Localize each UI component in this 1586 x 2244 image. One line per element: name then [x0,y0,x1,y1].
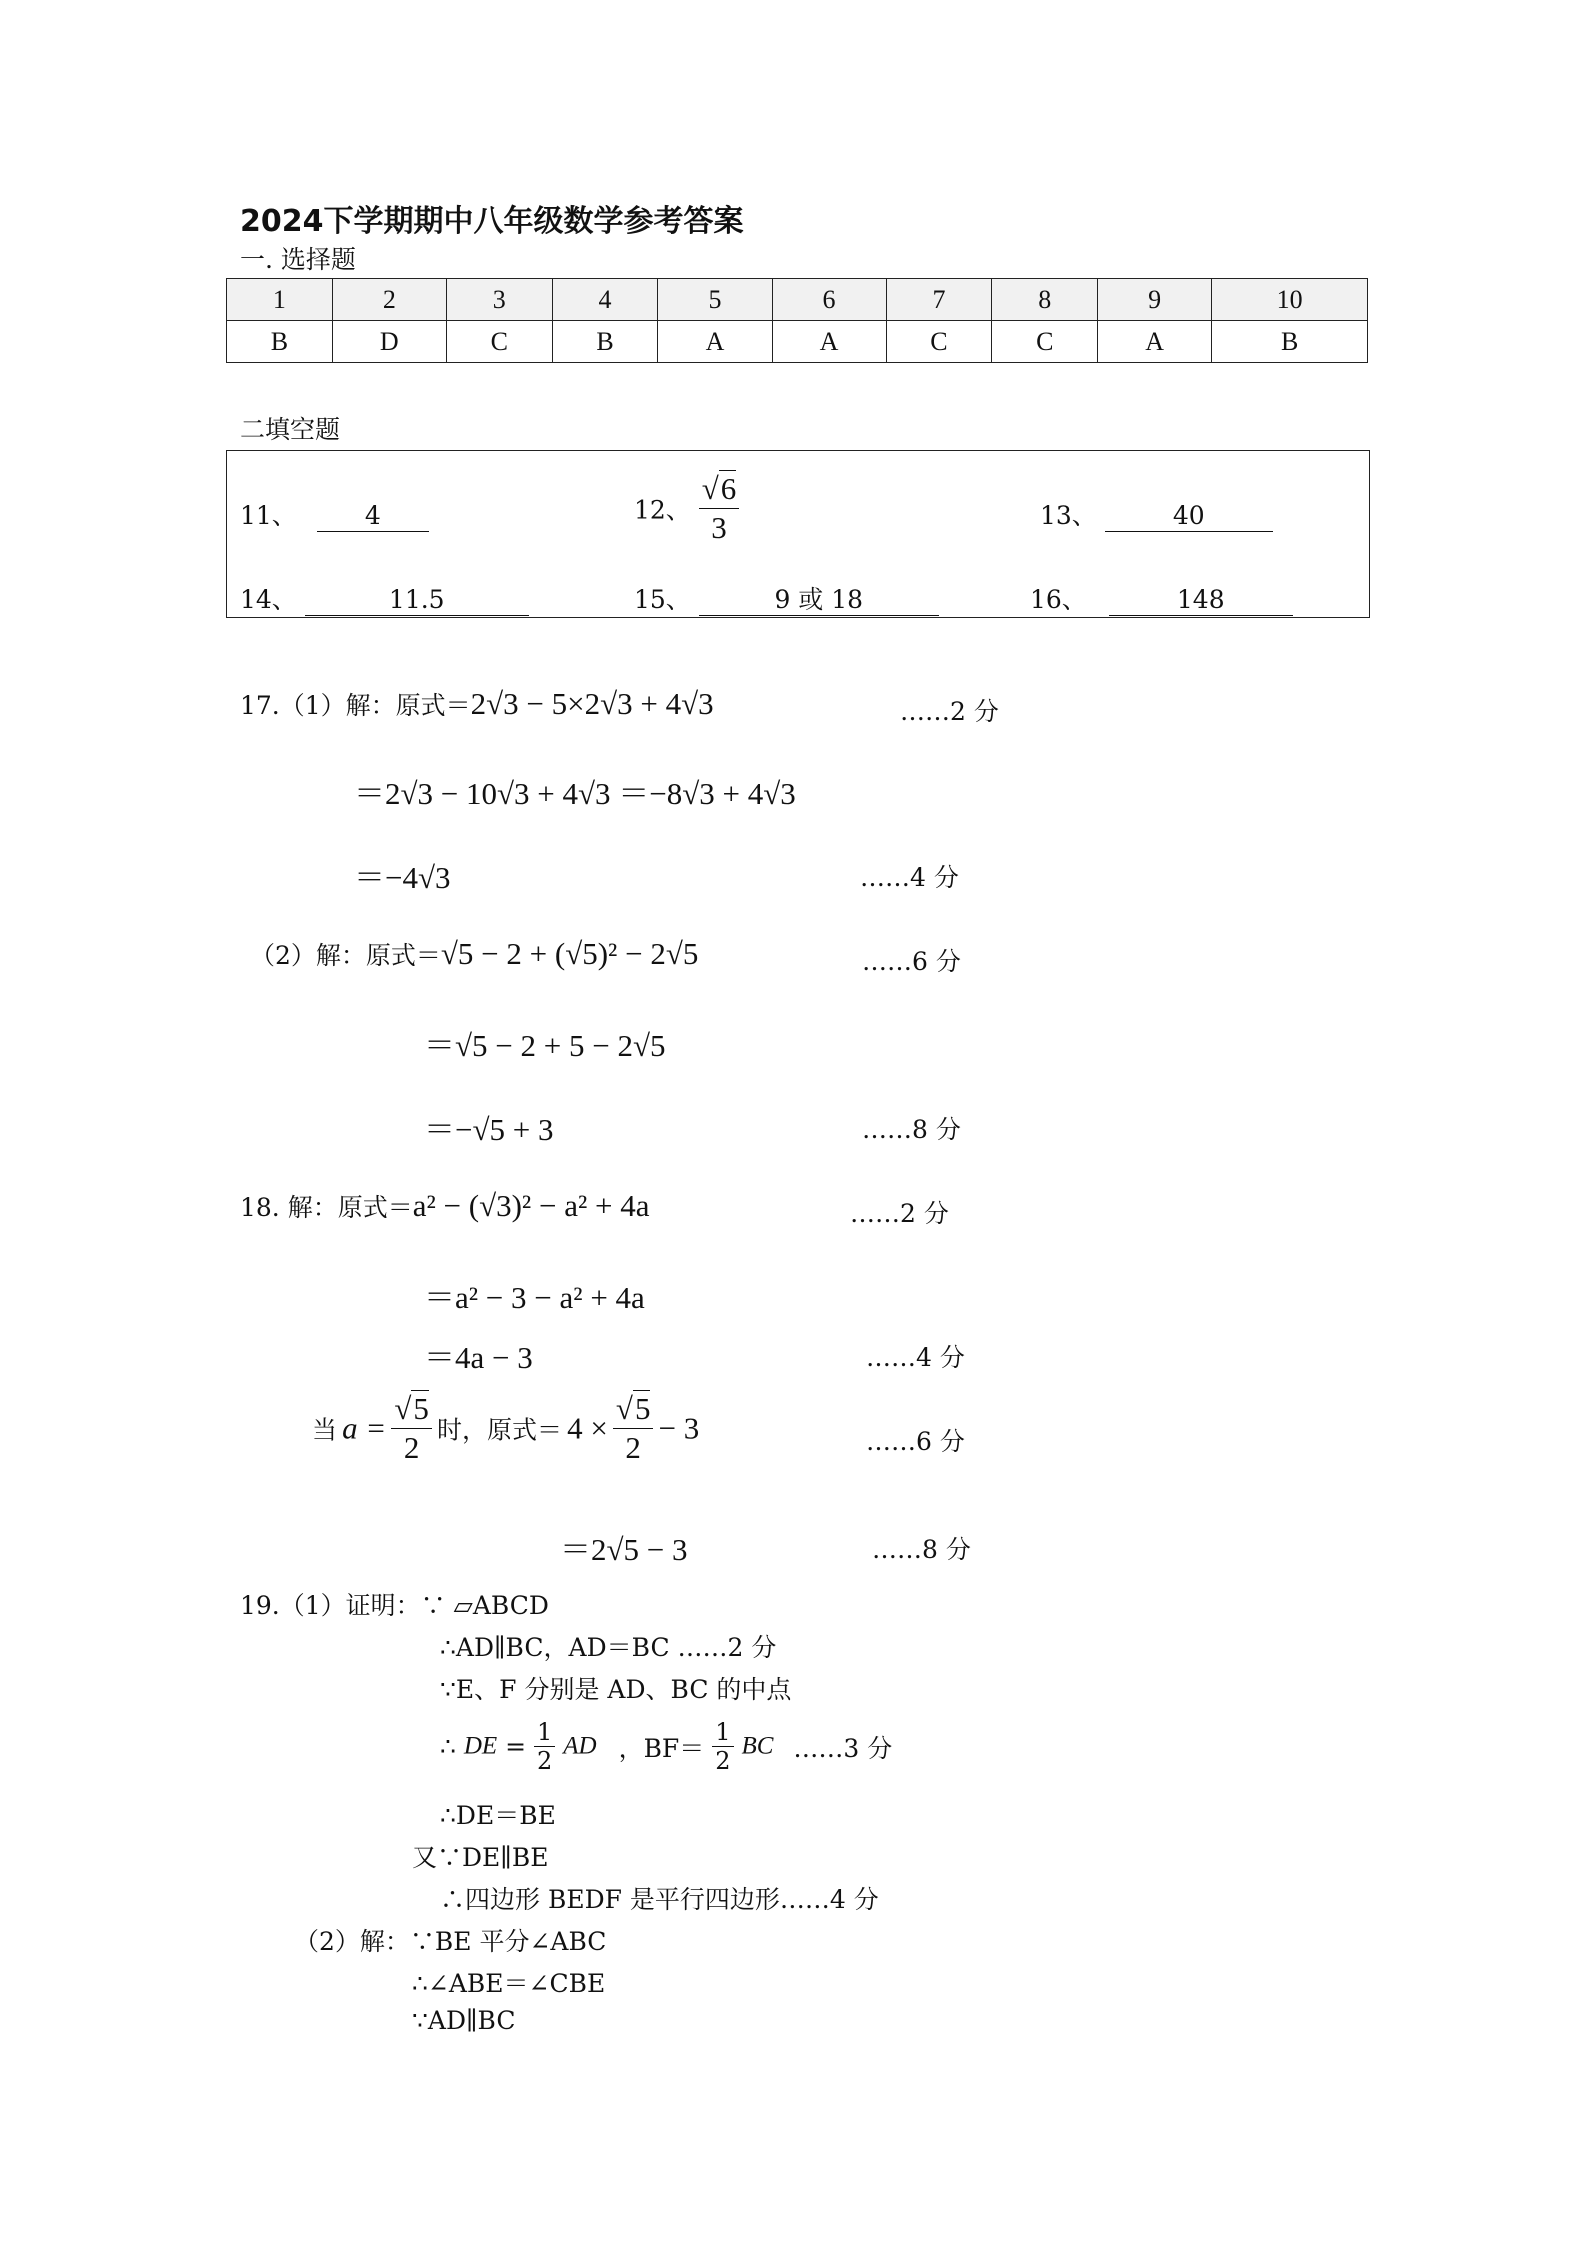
q18-when: 当 [312,1415,338,1445]
mc-answer: C [886,321,992,363]
q17-p2-prefix: （2）解：原式＝ [250,941,441,970]
fill-item-16 [1030,580,1293,616]
segment-bc: BC [741,1732,774,1760]
fraction [391,1390,432,1467]
score-mark: ……2 分 [850,1199,949,1228]
score-mark: ……6 分 [862,947,961,976]
q18-minus3: − 3 [658,1410,700,1446]
answer-blank: 9 或 18 [699,585,939,616]
q18-then: 时，原式＝ [436,1415,562,1445]
fraction-numerator: 1 [712,1718,733,1747]
q17-p1-expr1: 2√3 − 5×2√3 + 4√3 [470,686,714,721]
radicand: 5 [634,1391,651,1426]
q18-a-eq: a = [342,1410,387,1446]
radicand: 6 [720,471,737,506]
answer-blank: 11.5 [305,585,529,616]
fraction-numerator: √5 [613,1390,654,1429]
mc-answer: B [1212,321,1368,363]
fraction-numerator: √6 [699,470,740,509]
mc-number: 5 [658,279,772,321]
q18-expr3: ＝4a − 3 [424,1340,533,1375]
mc-number-row [227,279,1368,321]
mc-number: 9 [1098,279,1212,321]
mc-number: 4 [552,279,658,321]
fraction-denominator: 2 [537,1747,553,1775]
bf-equals: ，BF＝ [618,1733,705,1763]
q19-line9: ∴∠ABE＝∠CBE [412,1969,606,1998]
equals: = [505,1732,527,1761]
section-choice-title: 一. 选择题 [240,245,356,274]
score-mark: ……4 分 [860,863,959,892]
fraction [613,1390,654,1467]
q18-expr5: ＝2√5 − 3 [560,1532,688,1567]
q19-line3: ∵E、F 分别是 AD、BC 的中点 [440,1675,792,1704]
question-number: 16、 [1030,585,1087,614]
q18-line1 [240,1188,650,1224]
q19-line8: （2）解：∵BE 平分∠ABC [294,1927,607,1956]
score-mark: ……8 分 [872,1535,971,1564]
q19-line10: ∵AD∥BC [412,2006,516,2035]
multiple-choice-table [226,278,1368,363]
mc-number: 7 [886,279,992,321]
segment-ad: AD [563,1732,597,1760]
q19-line6: 又∵DE∥BE [412,1843,549,1872]
score-mark: ……6 分 [866,1427,965,1456]
q19-line2: ∴AD∥BC，AD＝BC ……2 分 [440,1633,777,1662]
mc-answer: B [552,321,658,363]
mc-answer: A [1098,321,1212,363]
q18-prefix: 18. 解：原式＝ [240,1193,413,1222]
half-fraction [534,1718,555,1775]
score-mark: ……8 分 [862,1115,961,1144]
score-mark: ……2 分 [900,697,999,726]
fraction-numerator: 1 [534,1718,555,1747]
q19-line5: ∴DE＝BE [440,1801,556,1830]
answer-blank: 40 [1105,501,1273,532]
mc-number: 3 [446,279,552,321]
fraction-denominator: 3 [711,510,727,545]
q18-expr1: a² − (√3)² − a² + 4a [412,1188,650,1223]
q17-p2-expr2: ＝√5 − 2 + 5 − 2√5 [424,1028,666,1063]
fill-item-14 [240,580,529,616]
mc-answer: D [332,321,446,363]
mc-answer-row [227,321,1368,363]
answer-fraction [699,470,740,547]
question-number: 11、 [240,501,297,530]
answer-blank: 148 [1109,585,1293,616]
mc-number: 8 [992,279,1098,321]
mc-answer: A [772,321,886,363]
q17-p1-expr3: ＝−4√3 [354,860,451,895]
question-number: 14、 [240,585,297,614]
radicand: 5 [413,1391,429,1426]
mc-answer: A [658,321,772,363]
fill-item-12 [634,470,739,547]
q18-substitution [312,1390,699,1467]
q19-line4 [440,1718,892,1775]
page-title: 2024下学期期中八年级数学参考答案 [240,204,744,239]
q18-expr2: ＝a² − 3 − a² + 4a [424,1280,645,1315]
section-fill-title: 二填空题 [240,415,341,444]
question-number: 12、 [634,495,691,525]
fraction-denominator: 2 [403,1430,420,1465]
mc-answer: C [992,321,1098,363]
q17-p2-expr3: ＝−√5 + 3 [424,1112,554,1147]
q17-part2-line1 [250,936,698,972]
q18-four-times: 4 × [567,1410,608,1446]
mc-number: 2 [332,279,446,321]
question-number: 13、 [1040,501,1097,530]
mc-number: 6 [772,279,886,321]
question-number: 15、 [634,585,691,614]
fraction-numerator: √5 [391,1390,432,1429]
mc-answer: C [446,321,552,363]
q19-line1: 19.（1）证明：∵ ▱ABCD [240,1591,549,1620]
fill-item-15 [634,580,939,616]
fill-item-13 [1040,496,1273,532]
q17-part1-line1 [240,686,714,722]
therefore-symbol: ∴ [440,1732,456,1761]
mc-answer: B [227,321,333,363]
score-mark: ……3 分 [793,1733,893,1763]
mc-number: 10 [1212,279,1368,321]
fill-item-11 [240,496,429,532]
fraction-denominator: 2 [715,1747,731,1775]
segment-de: DE [463,1732,498,1760]
half-fraction [712,1718,733,1775]
q17-p2-expr1: √5 − 2 + (√5)² − 2√5 [440,936,699,971]
fraction-denominator: 2 [625,1430,641,1465]
score-mark: ……4 分 [866,1343,965,1372]
q17-p1-expr2: ＝2√3 − 10√3 + 4√3 ＝−8√3 + 4√3 [354,776,796,811]
mc-number: 1 [227,279,333,321]
q19-line7: ∴四边形 BEDF 是平行四边形……4 分 [440,1885,879,1914]
q17-p1-prefix: 17.（1）解：原式＝ [240,691,471,720]
answer-blank: 4 [317,501,429,532]
